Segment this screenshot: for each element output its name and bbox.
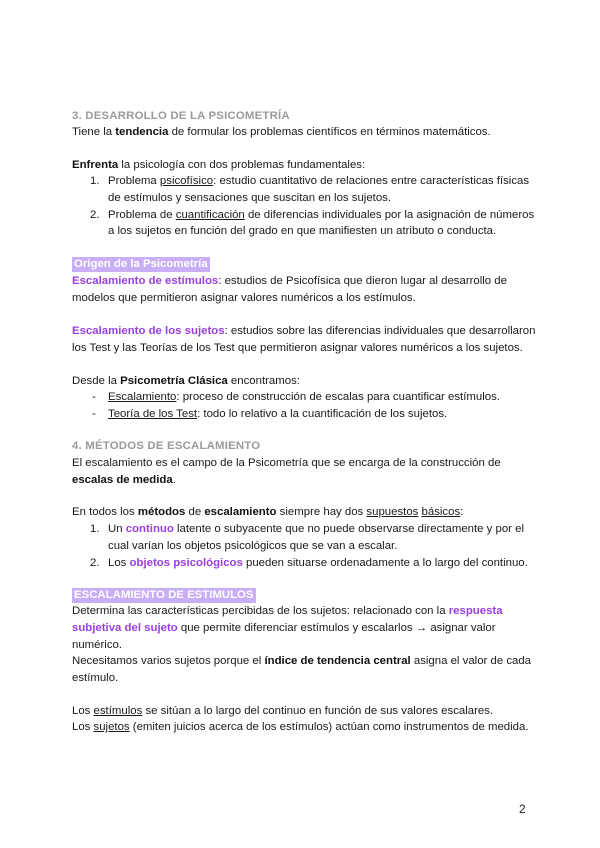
sec3-enfrenta: Enfrenta la psicología con dos problemas fundamentales: — [72, 159, 366, 171]
escalamiento-estimulos-para: Escalamiento de estímulos: estudios de Psicofísica que dieron lugar al desarrollo de modelos que permitieron asignar valores numéricos a los estímulos. — [72, 275, 507, 304]
sec4-supuestos-list — [72, 521, 542, 571]
escalamiento-estimulos-label: ESCALAMIENTO DE ESTIMULOS — [74, 589, 254, 601]
list-item: 1. Un continuo latente o subyacente que no puede observarse directamente y por el cual varían los objetos psicológicos que se van a escalar. — [90, 523, 525, 552]
determina-para: Determina las características percibidas de los sujetos: relacionado con la respuesta subjetiva del sujeto que permite diferenciar estímulos y escalarlos → asignar valor numérico. — [72, 605, 503, 651]
sec4-intro: El escalamiento es el campo de la Psicometría que se encarga de la construcción de escalas de medida. — [72, 457, 501, 486]
necesitamos-para: Necesitamos varios sujetos porque el índice de tendencia central asigna el valor de cada estímulo. — [72, 655, 532, 684]
estimulos-para: Los estímulos se sitúan a lo largo del continuo en función de sus valores escalares. — [72, 705, 494, 717]
sec4-supuestos: En todos los métodos de escalamiento siempre hay dos supuestos básicos: — [72, 506, 464, 518]
escalamiento-sujetos-para: Escalamiento de los sujetos: estudios sobre las diferencias individuales que desarrollaron los Test y las Teorías de los Test que permitieron asignar valores numéricos a los sujetos. — [72, 325, 536, 354]
page-number: 2 — [519, 802, 526, 816]
sujetos-para: Los sujetos (emiten juicios acerca de los estímulos) actúan como instrumentos de medida. — [72, 721, 529, 733]
list-item: - Teoría de los Test: todo lo relativo a la cuantificación de los sujetos. — [92, 407, 448, 420]
sec3-intro: Tiene la tendencia de formular los problemas científicos en términos matemáticos. — [72, 126, 491, 138]
list-item: 2. Los objetos psicológicos pueden situarse ordenadamente a lo largo del continuo. — [90, 556, 528, 569]
list-item: 2. Problema de cuantificación de diferencias individuales por la asignación de números a los sujetos en función del grado en que manifiesten un atributo o conducta. — [90, 208, 535, 238]
psicometria-clasica-para: Desde la Psicometría Clásica encontramos: — [72, 375, 300, 387]
list-item: - Escalamiento: proceso de construcción de escalas para cuantificar estímulos. — [92, 391, 500, 403]
origen-label: Origen de la Psicometría — [74, 258, 208, 270]
section-3-title: 3. DESARROLLO DE LA PSICOMETRÍA — [72, 110, 290, 122]
section-4-title: 4. MÉTODOS DE ESCALAMIENTO — [72, 440, 261, 452]
clasica-dash-list — [72, 389, 542, 423]
list-item: 1. Problema psicofísico: estudio cuantitativo de relaciones entre características físicas de estímulos y sensaciones que suscitan en los sujetos. — [90, 175, 530, 204]
sec3-problem-list — [72, 173, 542, 240]
